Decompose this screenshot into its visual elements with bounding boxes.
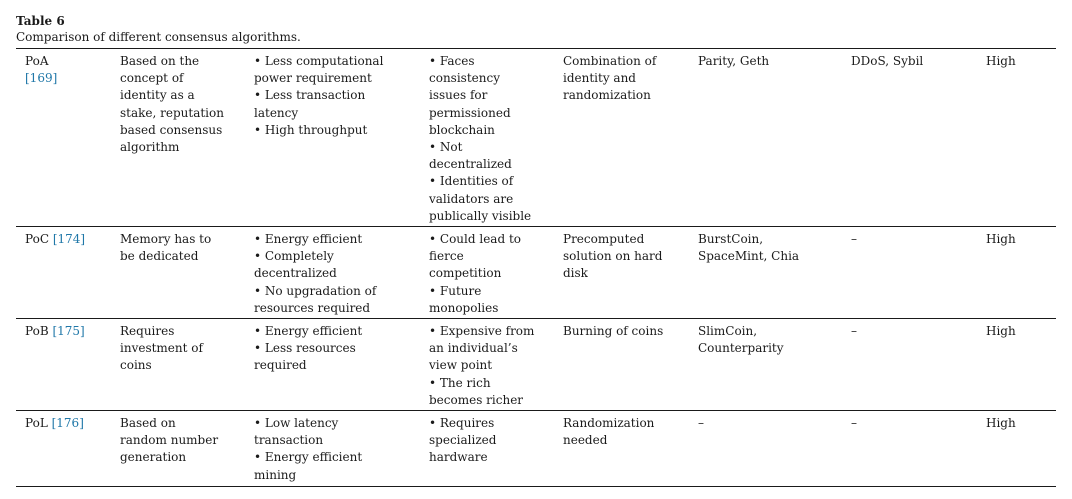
description-cell	[120, 415, 218, 467]
attacks-cell	[851, 415, 857, 432]
cell-line: • Not	[429, 140, 463, 155]
cell-line: Burning of coins	[563, 324, 664, 338]
cell-line: power requirement	[254, 71, 372, 86]
cell-line: Precomputed	[563, 232, 645, 246]
level-cell	[986, 53, 1016, 70]
algorithm-name: PoA	[25, 54, 49, 68]
mechanism-cell	[563, 231, 662, 283]
cell-line: disk	[563, 266, 588, 281]
algorithm-name: PoB	[25, 324, 49, 338]
cell-line: permissioned	[429, 105, 511, 120]
cell-line: competition	[429, 266, 502, 281]
cell-line: Memory has to	[120, 232, 212, 246]
algorithm-cell	[25, 53, 57, 87]
cell-line: • Less computational	[254, 54, 384, 68]
advantages-cell	[254, 323, 362, 375]
mechanism-cell	[563, 415, 654, 449]
cell-line: Randomization	[563, 416, 655, 430]
cell-line: an individual’s	[429, 341, 518, 356]
cell-line: needed	[563, 433, 608, 448]
cell-line: algorithm	[120, 140, 180, 155]
reference-link[interactable]: [175]	[52, 324, 85, 338]
cell-line: solution on hard	[563, 249, 663, 264]
cell-line: High	[986, 324, 1016, 338]
limitations-cell	[429, 231, 521, 317]
cell-line: • Faces	[429, 54, 475, 68]
cell-line: stake, reputation	[120, 105, 224, 120]
mechanism-cell	[563, 53, 656, 105]
cell-line: • Less transaction	[254, 88, 366, 103]
comparison-table	[16, 49, 1056, 487]
level-cell	[986, 323, 1016, 340]
cell-line: SpaceMint, Chia	[698, 249, 800, 264]
reference-link[interactable]: [176]	[51, 416, 84, 430]
reference-link[interactable]: [174]	[52, 232, 86, 246]
cell-line: • Requires	[429, 416, 495, 430]
cell-line: coins	[120, 358, 152, 373]
cell-line: Based on	[120, 416, 176, 430]
cell-line: fierce	[429, 249, 464, 264]
cell-line: Parity, Geth	[698, 54, 770, 68]
cell-line: • Low latency	[254, 416, 339, 430]
algorithm-name: PoC	[25, 232, 49, 246]
cell-line: concept of	[120, 71, 184, 86]
cell-line: High	[986, 416, 1016, 430]
cell-line: • High throughput	[254, 122, 368, 137]
table-row	[16, 227, 1056, 319]
cell-line: • Identities of	[429, 174, 514, 189]
table-label: Table 6	[16, 14, 65, 28]
cell-line: hardware	[429, 450, 488, 465]
implementations-cell	[698, 415, 704, 432]
cell-line: High	[986, 54, 1016, 68]
cell-line: • Completely	[254, 249, 334, 264]
cell-line: –	[851, 232, 857, 246]
reference-link[interactable]: [169]	[25, 71, 58, 86]
mechanism-cell	[563, 323, 663, 340]
cell-line: based consensus	[120, 122, 223, 137]
table-row	[16, 49, 1056, 227]
cell-line: view point	[429, 358, 493, 373]
cell-line: DDoS, Sybil	[851, 54, 924, 68]
cell-line: issues for	[429, 88, 488, 103]
cell-line: transaction	[254, 433, 324, 448]
advantages-cell	[254, 53, 383, 139]
cell-line: • Expensive from	[429, 324, 535, 338]
cell-line: resources required	[254, 300, 371, 315]
cell-line: latency	[254, 105, 299, 120]
cell-line: Requires	[120, 324, 175, 338]
table-row	[16, 319, 1056, 411]
implementations-cell	[698, 53, 769, 70]
advantages-cell	[254, 415, 362, 484]
cell-line: • Energy efficient	[254, 324, 363, 338]
cell-line: investment of	[120, 341, 203, 356]
implementations-cell	[698, 231, 799, 265]
level-cell	[986, 231, 1016, 248]
cell-line: • No upgradation of	[254, 283, 377, 298]
cell-line: • Energy efficient	[254, 450, 363, 465]
cell-line: required	[254, 358, 307, 373]
cell-line: • Future	[429, 283, 482, 298]
cell-line: publically visible	[429, 208, 532, 223]
description-cell	[120, 323, 203, 375]
algorithm-cell	[25, 415, 84, 432]
cell-line: • Could lead to	[429, 232, 521, 246]
level-cell	[986, 415, 1016, 432]
cell-line: Counterparity	[698, 341, 784, 356]
cell-line: consistency	[429, 71, 500, 86]
algorithm-cell	[25, 231, 85, 248]
cell-line: validators are	[429, 191, 514, 206]
advantages-cell	[254, 231, 376, 317]
implementations-cell	[698, 323, 784, 357]
cell-line: –	[698, 416, 704, 430]
cell-line: random number	[120, 433, 219, 448]
attacks-cell	[851, 323, 857, 340]
cell-line: blockchain	[429, 122, 495, 137]
cell-line: identity and	[563, 71, 636, 86]
attacks-cell	[851, 231, 857, 248]
cell-line: identity as a	[120, 88, 195, 103]
cell-line: decentralized	[254, 266, 337, 281]
cell-line: decentralized	[429, 157, 512, 172]
cell-line: Combination of	[563, 54, 657, 68]
cell-line: randomization	[563, 88, 651, 103]
cell-line: SlimCoin,	[698, 324, 758, 338]
description-cell	[120, 53, 224, 156]
cell-line: –	[851, 324, 857, 338]
table-description: Comparison of different consensus algorithms.	[16, 30, 301, 44]
cell-line: be dedicated	[120, 249, 199, 264]
cell-line: becomes richer	[429, 392, 524, 407]
table-row	[16, 411, 1056, 487]
cell-line: monopolies	[429, 300, 499, 315]
cell-line: generation	[120, 450, 187, 465]
limitations-cell	[429, 415, 496, 467]
table-caption	[16, 13, 1056, 45]
algorithm-cell	[25, 323, 85, 340]
cell-line: BurstCoin,	[698, 232, 764, 246]
cell-line: • Less resources	[254, 341, 356, 356]
attacks-cell	[851, 53, 923, 70]
cell-line: High	[986, 232, 1016, 246]
limitations-cell	[429, 323, 534, 409]
limitations-cell	[429, 53, 531, 225]
algorithm-name: PoL	[25, 416, 48, 430]
cell-line: • Energy efficient	[254, 232, 363, 246]
description-cell	[120, 231, 211, 265]
cell-line: Based on the	[120, 54, 200, 68]
cell-line: • The rich	[429, 375, 491, 390]
cell-line: –	[851, 416, 857, 430]
cell-line: specialized	[429, 433, 497, 448]
cell-line: mining	[254, 467, 297, 482]
